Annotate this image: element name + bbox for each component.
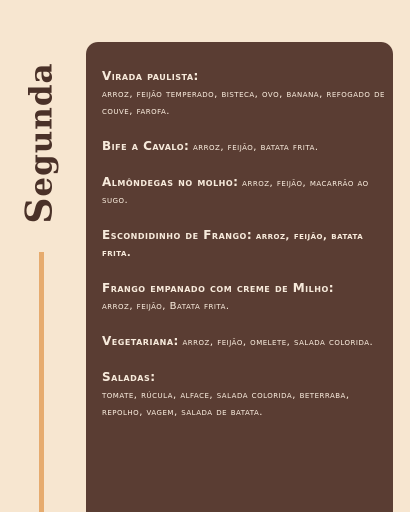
section-title: Almôndegas no molho:: [102, 175, 239, 189]
section-items: arroz, feijão, omelete, salada colorida.: [182, 337, 374, 348]
menu-section-virada-paulista: [102, 68, 385, 120]
section-title: Virada paulista:: [102, 69, 199, 83]
menu-section-frango-empanado: [102, 280, 385, 315]
section-title: Frango empanado com creme de Milho:: [102, 281, 335, 295]
section-items: arroz, feijão, batata frita.: [102, 231, 364, 259]
section-title: Vegetariana:: [102, 334, 179, 348]
section-items: arroz, feijão, macarrão ao sugo.: [102, 178, 369, 206]
day-title: [20, 48, 60, 238]
section-title: Saladas:: [102, 370, 156, 384]
menu-section-vegetariana: [102, 333, 385, 351]
section-items: arroz, feijão, batata frita.: [193, 142, 319, 153]
menu-section-bife-a-cavalo: [102, 138, 385, 156]
menu-section-saladas: [102, 369, 385, 421]
section-title: Bife a Cavalo:: [102, 139, 190, 153]
menu-section-escondidinho: [102, 227, 385, 262]
section-items: arroz, feijão, Batata frita.: [102, 301, 230, 312]
menu-card: [86, 42, 393, 512]
section-items: tomate, rúcula, alface, salada colorida, beterraba, repolho, vagem, salada de batata.: [102, 390, 350, 418]
menu-section-almondegas: [102, 174, 385, 209]
day-title-text: Segunda: [19, 62, 61, 224]
section-title: Escondidinho de Frango:: [102, 228, 253, 242]
section-items: arroz, feijão temperado, bisteca, ovo, banana, refogado de couve, farofa.: [102, 89, 385, 117]
accent-bar: [39, 252, 44, 512]
